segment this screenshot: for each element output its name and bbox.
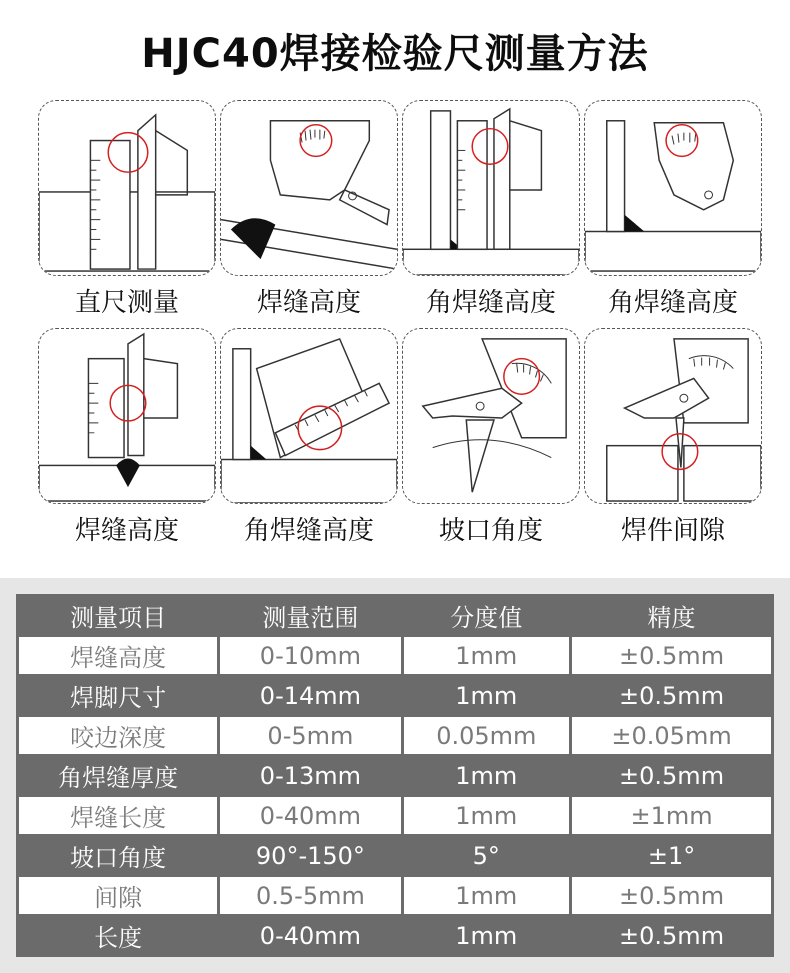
table-cell: 间隙 bbox=[19, 877, 217, 914]
table-cell: 0-5mm bbox=[220, 717, 400, 754]
table-row bbox=[19, 837, 771, 874]
table-cell: ±0.05mm bbox=[572, 717, 771, 754]
table-cell: ±0.5mm bbox=[572, 877, 771, 914]
panel-caption: 坡口角度 bbox=[438, 516, 543, 546]
table-cell: 0.5-5mm bbox=[220, 877, 400, 914]
table-header-row bbox=[19, 597, 771, 634]
table-header-cell: 测量范围 bbox=[220, 597, 400, 634]
panel-caption: 角焊缝高度 bbox=[607, 288, 738, 318]
table-cell: 1mm bbox=[404, 757, 570, 794]
table-cell: ±1° bbox=[572, 837, 771, 874]
table-cell: 0-40mm bbox=[220, 797, 400, 834]
table-row bbox=[19, 877, 771, 914]
weld-height-gauge-2-icon bbox=[38, 328, 216, 504]
fillet-weld-height-gauge-2-icon bbox=[584, 100, 762, 276]
table-row bbox=[19, 757, 771, 794]
table-row bbox=[19, 677, 771, 714]
table-row bbox=[19, 717, 771, 754]
table-cell: 90°-150° bbox=[220, 837, 400, 874]
table-row bbox=[19, 917, 771, 954]
table-row bbox=[19, 797, 771, 834]
table-cell: 0-40mm bbox=[220, 917, 400, 954]
groove-angle-gauge-icon bbox=[402, 328, 580, 504]
panel-caption: 直尺测量 bbox=[74, 288, 179, 318]
table-cell: ±0.5mm bbox=[572, 757, 771, 794]
table-cell: 0-10mm bbox=[220, 637, 400, 674]
table-cell: 5° bbox=[404, 837, 570, 874]
panel-caption: 角焊缝高度 bbox=[243, 516, 374, 546]
table-cell: 焊缝长度 bbox=[19, 797, 217, 834]
table-cell: 焊脚尺寸 bbox=[19, 677, 217, 714]
table-cell: 0-13mm bbox=[220, 757, 400, 794]
table-header-cell: 分度值 bbox=[404, 597, 570, 634]
table-row bbox=[19, 637, 771, 674]
panel-caption: 焊件间隙 bbox=[620, 516, 725, 546]
page-title: HJC40焊接检验尺测量方法 bbox=[141, 31, 649, 77]
table-cell: 长度 bbox=[19, 917, 217, 954]
table-header-cell: 测量项目 bbox=[19, 597, 217, 634]
fillet-weld-height-gauge-icon bbox=[402, 100, 580, 276]
table-cell: ±0.5mm bbox=[572, 677, 771, 714]
ruler-straight-measure-icon bbox=[38, 100, 216, 276]
table-cell: 坡口角度 bbox=[19, 837, 217, 874]
table-cell: 1mm bbox=[404, 877, 570, 914]
spec-table-section bbox=[0, 578, 790, 973]
fillet-weld-height-gauge-3-icon bbox=[220, 328, 398, 504]
table-cell: 1mm bbox=[404, 917, 570, 954]
table-cell: 1mm bbox=[404, 677, 570, 714]
table-cell: 角焊缝厚度 bbox=[19, 757, 217, 794]
panel-caption: 焊缝高度 bbox=[74, 516, 179, 546]
spec-table bbox=[16, 594, 774, 957]
table-cell: 1mm bbox=[404, 797, 570, 834]
table-cell: 0-14mm bbox=[220, 677, 400, 714]
panel-caption: 焊缝高度 bbox=[256, 288, 361, 318]
table-cell: 0.05mm bbox=[404, 717, 570, 754]
weld-gap-gauge-icon bbox=[584, 328, 762, 504]
weld-height-gauge-icon bbox=[220, 100, 398, 276]
table-cell: 咬边深度 bbox=[19, 717, 217, 754]
table-cell: ±0.5mm bbox=[572, 917, 771, 954]
method-illustration-grid bbox=[38, 100, 758, 560]
panel-caption: 角焊缝高度 bbox=[425, 288, 556, 318]
table-header-cell: 精度 bbox=[572, 597, 771, 634]
table-cell: ±1mm bbox=[572, 797, 771, 834]
table-cell: ±0.5mm bbox=[572, 637, 771, 674]
table-cell: 焊缝高度 bbox=[19, 637, 217, 674]
table-cell: 1mm bbox=[404, 637, 570, 674]
